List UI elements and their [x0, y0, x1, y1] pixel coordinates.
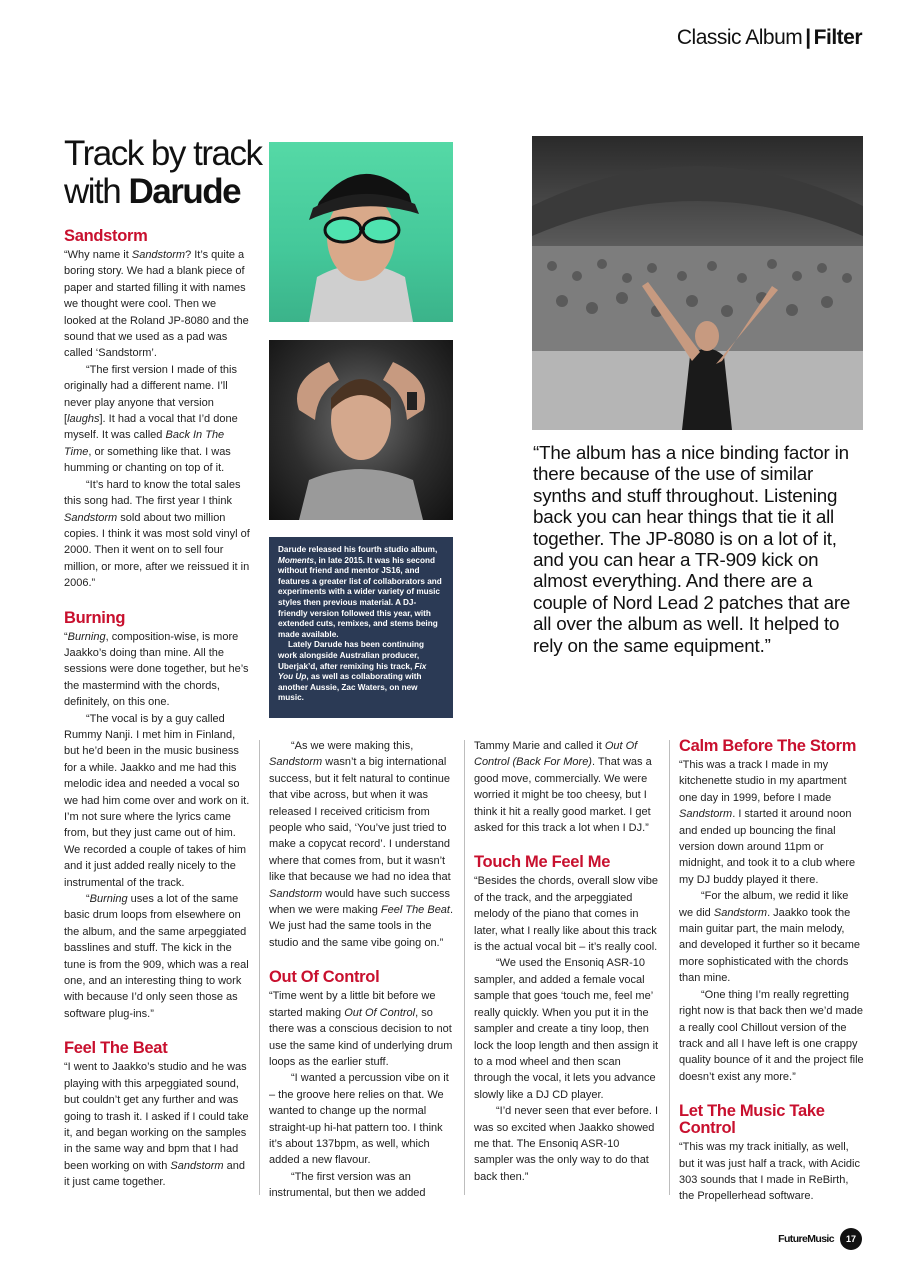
title-line-1: Track by track [64, 134, 262, 173]
sandstorm-p2: “The first version I made of this originally had a different name. I’ll never play anyone that version [laughs]. It had a vocal that I’d done myself. It was called Back In The Time, or something like that. I was humming or chanting on top of it. [64, 363, 238, 475]
header-section: Classic Album [676, 26, 803, 49]
column-2 [269, 738, 454, 1202]
out-of-control-p2: “I wanted a percussion vibe on it – the groove here relies on that. We wanted to change up the normal straight-up hi-hat pattern too. I think it’s about 137bpm, as well, which added a new flavour. [269, 1072, 449, 1167]
article-title [64, 135, 261, 211]
caption-p1: Darude released his fourth studio album, Moments, in late 2015. It was his second without friend and mentor JS16, and features a greater list of collaborators and experiments with a wider variety of music styles then previous material. A DJ-friendly version followed this year, with extended cuts, remixes, and stems being made available. [278, 545, 442, 639]
column-rule [669, 740, 670, 1195]
burning-p3: “Burning uses a lot of the same basic drum loops from elsewhere on the album, and the same arpeggiated basslines and stuff. The kick in the tune is from the 909, which was a real one, and an interesting thing to work with because I’d only seen those as software plug-ins.” [64, 893, 249, 1020]
heading-calm-before-the-storm: Calm Before The Storm [679, 737, 857, 755]
sandstorm-p3: “It’s hard to know the total sales this song had. The first year I think Sandstorm sold about two million copies. I think it was most sold vinyl of 2000. Then it went on to sell four million, or more, after we reissued it in 2006.” [64, 478, 250, 590]
column-1 [64, 228, 250, 1191]
calm-p3: “One thing I’m really regretting right now is that back then we’d made a really cool Chillout version of the track and all I have left is one crappy quality bounce of it and the project file doesn’t exist any more.” [679, 988, 864, 1083]
burning-p2: “The vocal is by a guy called Rummy Nanji. I met him in Finland, but he’d been in the music business for a while. Jaakko and me had this melodic idea and needed a vocal so we had him come over and work on it. I’m not sure where the lyrics came from, but they just came out of him. We recorded a couple of takes of him and it just added really nicely to the instrumental of the track. [64, 712, 250, 889]
column-rule [464, 740, 465, 1195]
title-line-2-prefix: with [64, 172, 129, 211]
column-4 [679, 738, 865, 1205]
out-of-control-p4: Tammy Marie and called it Out Of Control (Back For More). That was a good move, commercially. We were worried it might be too cheesy, but I think it hit a really good market. I get asked for this track a lot when I DJ.” [474, 740, 652, 835]
calm-p2: “For the album, we redid it like we did Sandstorm. Jaakko took the main guitar part, the main melody, and developed it further so it became more sophisticated with the chords than mine. [679, 890, 861, 985]
heading-burning: Burning [64, 608, 126, 627]
magazine-logo: FutureMusic [778, 1233, 834, 1245]
page-footer [778, 1228, 862, 1250]
let-the-music-p1: “This was my track initially, as well, but it was just half a track, with Acidic 303 sounds that I made in ReBirth, the Propellerhead software. [679, 1141, 860, 1203]
calm-p1: “This was a track I made in my kitchenette studio in my apartment one day in 1999, before I made Sandstorm. I started it around noon and ended up bouncing the final version down around 11pm or midnight, and took it to a club where my DJ buddy played it there. [679, 759, 856, 886]
out-of-control-p1: “Time went by a little bit before we started making Out Of Control, so there was a conscious decision to not use the same kind of underlying drum loops as the earlier stuff. [269, 990, 453, 1068]
burning-p1: “Burning, composition-wise, is more Jaakko’s doing than mine. All the sessions were done together, but he’s the mastermind with the chords, definitely, on this one. [64, 630, 249, 709]
feel-the-beat-p2: “As we were making this, Sandstorm wasn’t a big international success, but it felt natural to continue that vibe across, but when it was released I received criticism from people who said, ‘You’ve just tried to make a copycat record’. I understand where that comes from, but it wasn’t like that because we had no idea that Sandstorm would have such success when we were making Feel The Beat. We just had the same tools in the studio and the same vibe going on.” [269, 740, 454, 949]
heading-out-of-control: Out Of Control [269, 968, 380, 987]
sandstorm-p1: “Why name it Sandstorm? It’s quite a boring story. We had a blank piece of paper and started filling it with names we thought were cool. Then we looked at the Roland JP-8080 and the sound that we used as a pad was called ‘Sandstorm’. [64, 249, 249, 360]
header-category: Filter [813, 26, 862, 49]
column-rule [259, 740, 260, 1195]
pull-quote: “The album has a nice binding factor in there because of the use of similar synths and stuff throughout. Listening back you can hear things that tie it all together. The JP-8080 is on a lot of it, and you can hear a TR-909 kick on almost everything. And there are a couple of Nord Lead 2 patches that are all over the album as well. It helped to rely on the same equipment.” [533, 442, 851, 656]
darude-portrait-hands-on-head [269, 340, 453, 520]
heading-let-the-music-take-control: Let The Music Take Control [679, 1102, 825, 1138]
heading-sandstorm: Sandstorm [64, 227, 148, 245]
touch-me-p3: “I’d never seen that ever before. I was so excited when Jaakko showed me that. The Ensoniq ASR-10 sampler was the only way to do that back then.” [474, 1105, 659, 1183]
touch-me-p2: “We used the Ensoniq ASR-10 sampler, and added a female vocal sample that goes ‘touch me, feel me’ really quickly. When you put it in the sampler and create a tiny loop, then lock the loop length and then assign it to a mod wheel and then scan through the vocal, it lets you advance slowly like a DJ CD player. [474, 957, 659, 1101]
out-of-control-p3: “The first version was an instrumental, but then we added [269, 1170, 426, 1200]
darude-portrait-sunglasses [269, 142, 453, 322]
column-3 [474, 738, 659, 1185]
album-caption-box [269, 537, 453, 718]
page-header [677, 26, 862, 50]
caption-p2: Lately Darude has been continuing work alongside Australian producer, Uberjak’d, after remixing his track, Fix You Up, as well as collaborating with another Aussie, Zac Waters, on new music. [278, 640, 427, 703]
page-number: 17 [840, 1228, 862, 1250]
feel-the-beat-p1: “I went to Jaakko’s studio and he was playing with this arpeggiated sound, but couldn’t get any further and was going to trash it. I asked if I could take it, and began working on the samples in the same way and bpm that I had been working on with Sandstorm and it just came together. [64, 1061, 249, 1189]
heading-touch-me-feel-me: Touch Me Feel Me [474, 853, 611, 872]
header-separator: | [805, 26, 811, 49]
darude-live-crowd-photo [532, 136, 863, 430]
heading-feel-the-beat: Feel The Beat [64, 1039, 168, 1058]
title-artist: Darude [128, 172, 241, 211]
touch-me-p1: “Besides the chords, overall slow vibe of the track, and the arpeggiated melody of the piano that comes in later, what I really like about this track is the actual vocal bit – it’s really cool. [474, 875, 659, 954]
